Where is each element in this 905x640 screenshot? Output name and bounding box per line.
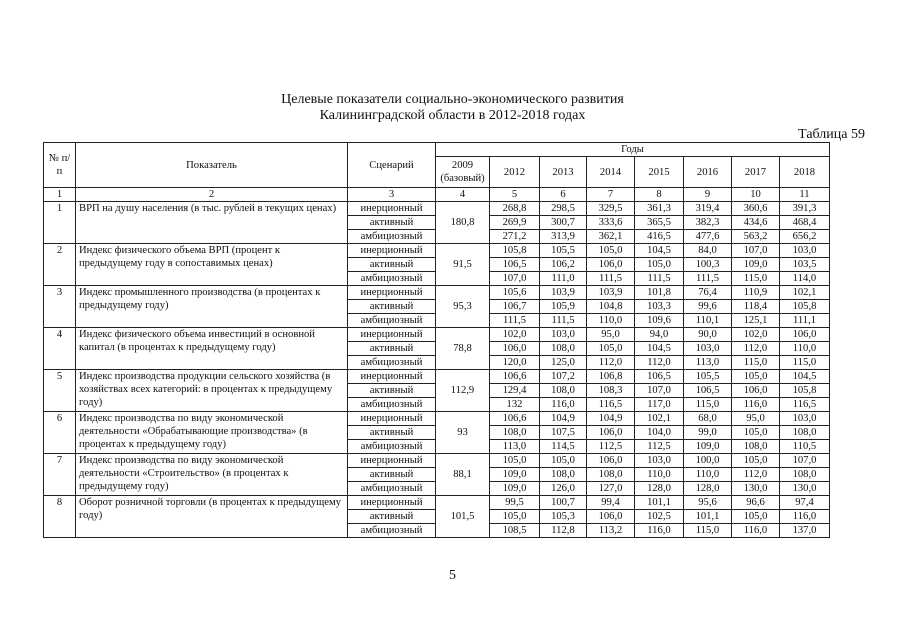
year-value: 109,0	[490, 468, 540, 482]
year-value: 112,0	[732, 468, 780, 482]
year-value: 106,0	[587, 454, 635, 468]
scenario-name: инерционный	[348, 328, 436, 342]
year-value: 104,0	[635, 426, 684, 440]
year-value: 113,0	[490, 440, 540, 454]
page-number: 5	[449, 568, 456, 583]
column-number: 3	[348, 188, 436, 202]
indicator-name: Индекс физического объема ВРП (процент к предыдущему году в сопоставимых ценах)	[76, 244, 348, 286]
year-value: 106,0	[780, 328, 830, 342]
year-value: 116,0	[780, 510, 830, 524]
year-value: 106,0	[587, 426, 635, 440]
year-value: 300,7	[540, 216, 587, 230]
table-row	[44, 496, 830, 510]
year-value: 115,0	[684, 524, 732, 538]
row-number: 5	[44, 370, 76, 412]
indicator-name: Индекс производства по виду экономической деятельности «Строительство» (в процентах к предыдущему году)	[76, 454, 348, 496]
year-value: 105,0	[732, 370, 780, 384]
year-value: 108,0	[540, 468, 587, 482]
scenario-name: инерционный	[348, 496, 436, 510]
year-value: 116,0	[732, 398, 780, 412]
year-value: 103,9	[587, 286, 635, 300]
year-value: 116,0	[732, 524, 780, 538]
year-value: 127,0	[587, 482, 635, 496]
year-value: 104,8	[587, 300, 635, 314]
year-value: 129,4	[490, 384, 540, 398]
scenario-name: инерционный	[348, 244, 436, 258]
header-year: 2014	[587, 157, 635, 188]
year-value: 108,0	[780, 468, 830, 482]
indicator-name: ВРП на душу населения (в тыс. рублей в текущих ценах)	[76, 202, 348, 244]
year-value: 106,2	[540, 258, 587, 272]
year-value: 120,0	[490, 356, 540, 370]
year-value: 112,5	[587, 440, 635, 454]
year-value: 108,0	[732, 440, 780, 454]
year-value: 104,9	[540, 412, 587, 426]
year-value: 125,0	[540, 356, 587, 370]
column-number: 7	[587, 188, 635, 202]
year-value: 105,8	[780, 384, 830, 398]
year-value: 102,0	[490, 328, 540, 342]
scenario-name: амбициозный	[348, 230, 436, 244]
year-value: 313,9	[540, 230, 587, 244]
year-value: 107,0	[732, 244, 780, 258]
indicator-name: Индекс производства продукции сельского хозяйства (в хозяйствах всех категорий: в процентах к предыдущему году)	[76, 370, 348, 412]
table-row	[44, 328, 830, 342]
title-line-2: Калининградской области в 2012-2018 годах	[319, 108, 586, 123]
column-number: 1	[44, 188, 76, 202]
year-value: 108,0	[490, 426, 540, 440]
year-value: 104,9	[587, 412, 635, 426]
year-value: 108,0	[587, 468, 635, 482]
year-value: 118,4	[732, 300, 780, 314]
year-value: 101,8	[635, 286, 684, 300]
row-number: 4	[44, 328, 76, 370]
scenario-name: активный	[348, 384, 436, 398]
year-value: 105,8	[780, 300, 830, 314]
year-value: 103,3	[635, 300, 684, 314]
year-value: 95,0	[587, 328, 635, 342]
year-value: 101,1	[635, 496, 684, 510]
year-value: 97,4	[780, 496, 830, 510]
year-value: 416,5	[635, 230, 684, 244]
scenario-name: амбициозный	[348, 440, 436, 454]
scenario-name: активный	[348, 216, 436, 230]
year-value: 107,0	[635, 384, 684, 398]
year-value: 105,6	[490, 286, 540, 300]
year-value: 105,3	[540, 510, 587, 524]
scenario-name: инерционный	[348, 370, 436, 384]
year-value: 111,5	[540, 314, 587, 328]
year-value: 112,8	[540, 524, 587, 538]
row-number: 8	[44, 496, 76, 538]
year-value: 102,0	[732, 328, 780, 342]
year-value: 108,0	[540, 342, 587, 356]
year-value: 271,2	[490, 230, 540, 244]
scenario-name: амбициозный	[348, 356, 436, 370]
row-number: 7	[44, 454, 76, 496]
year-value: 110,9	[732, 286, 780, 300]
year-value: 108,3	[587, 384, 635, 398]
indicator-name: Оборот розничной торговли (в процентах к предыдущему году)	[76, 496, 348, 538]
year-value: 103,0	[684, 342, 732, 356]
header-year: 2017	[732, 157, 780, 188]
year-value: 117,0	[635, 398, 684, 412]
year-value: 113,2	[587, 524, 635, 538]
year-value: 95,0	[732, 412, 780, 426]
year-value: 563,2	[732, 230, 780, 244]
scenario-name: активный	[348, 426, 436, 440]
year-value: 115,0	[732, 356, 780, 370]
year-value: 105,0	[587, 244, 635, 258]
header-year: 2012	[490, 157, 540, 188]
year-value: 103,9	[540, 286, 587, 300]
scenario-name: инерционный	[348, 286, 436, 300]
year-value: 107,2	[540, 370, 587, 384]
year-value: 103,5	[780, 258, 830, 272]
year-value: 110,0	[684, 468, 732, 482]
header-row-1	[44, 143, 830, 157]
table-label: Таблица 59	[798, 127, 865, 142]
base-year-value: 91,5	[436, 244, 490, 286]
year-value: 391,3	[780, 202, 830, 216]
year-value: 103,0	[635, 454, 684, 468]
year-value: 105,0	[732, 426, 780, 440]
column-number: 4	[436, 188, 490, 202]
year-value: 116,5	[780, 398, 830, 412]
year-value: 108,5	[490, 524, 540, 538]
scenario-name: амбициозный	[348, 398, 436, 412]
header-year: 2018	[780, 157, 830, 188]
year-value: 112,0	[587, 356, 635, 370]
scenario-name: амбициозный	[348, 272, 436, 286]
year-value: 68,0	[684, 412, 732, 426]
year-value: 105,0	[490, 510, 540, 524]
column-number: 8	[635, 188, 684, 202]
year-value: 269,9	[490, 216, 540, 230]
year-value: 105,0	[587, 342, 635, 356]
year-value: 99,0	[684, 426, 732, 440]
year-value: 106,5	[684, 384, 732, 398]
year-value: 112,0	[732, 342, 780, 356]
year-value: 333,6	[587, 216, 635, 230]
year-value: 110,1	[684, 314, 732, 328]
year-value: 100,3	[684, 258, 732, 272]
scenario-name: активный	[348, 342, 436, 356]
scenario-name: активный	[348, 510, 436, 524]
year-value: 109,0	[684, 440, 732, 454]
year-value: 108,0	[780, 426, 830, 440]
year-value: 106,5	[490, 258, 540, 272]
year-value: 106,0	[732, 384, 780, 398]
row-number: 6	[44, 412, 76, 454]
year-value: 111,1	[780, 314, 830, 328]
table-row	[44, 454, 830, 468]
year-value: 110,5	[780, 440, 830, 454]
base-year-value: 78,8	[436, 328, 490, 370]
year-value: 106,0	[587, 510, 635, 524]
year-value: 90,0	[684, 328, 732, 342]
year-value: 99,6	[684, 300, 732, 314]
year-value: 106,7	[490, 300, 540, 314]
column-number-row	[44, 188, 830, 202]
scenario-name: активный	[348, 468, 436, 482]
year-value: 137,0	[780, 524, 830, 538]
year-value: 105,0	[490, 454, 540, 468]
header-scenario: Сценарий	[348, 143, 436, 188]
year-value: 382,3	[684, 216, 732, 230]
header-base-year: 2009 (базовый)	[436, 157, 490, 188]
year-value: 116,5	[587, 398, 635, 412]
scenario-name: активный	[348, 300, 436, 314]
year-value: 365,5	[635, 216, 684, 230]
year-value: 101,1	[684, 510, 732, 524]
year-value: 105,0	[732, 510, 780, 524]
year-value: 102,1	[635, 412, 684, 426]
table-row	[44, 370, 830, 384]
header-years-group: Годы	[436, 143, 830, 157]
year-value: 100,0	[684, 454, 732, 468]
year-value: 107,0	[780, 454, 830, 468]
year-value: 94,0	[635, 328, 684, 342]
year-value: 99,5	[490, 496, 540, 510]
year-value: 477,6	[684, 230, 732, 244]
year-value: 105,5	[540, 244, 587, 258]
year-value: 115,0	[780, 356, 830, 370]
year-value: 298,5	[540, 202, 587, 216]
header-year: 2016	[684, 157, 732, 188]
year-value: 111,5	[490, 314, 540, 328]
column-number: 5	[490, 188, 540, 202]
year-value: 102,5	[635, 510, 684, 524]
title-line-1: Целевые показатели социально-экономического развития	[281, 92, 624, 107]
year-value: 434,6	[732, 216, 780, 230]
header-year: 2015	[635, 157, 684, 188]
year-value: 116,0	[635, 524, 684, 538]
scenario-name: инерционный	[348, 412, 436, 426]
base-year-value: 93	[436, 412, 490, 454]
year-value: 125,1	[732, 314, 780, 328]
column-number: 11	[780, 188, 830, 202]
base-year-value: 180,8	[436, 202, 490, 244]
table-row	[44, 412, 830, 426]
year-value: 360,6	[732, 202, 780, 216]
year-value: 468,4	[780, 216, 830, 230]
year-value: 319,4	[684, 202, 732, 216]
scenario-name: амбициозный	[348, 482, 436, 496]
year-value: 103,0	[780, 244, 830, 258]
year-value: 114,0	[780, 272, 830, 286]
scenario-name: амбициозный	[348, 314, 436, 328]
table-body	[44, 143, 830, 538]
year-value: 104,5	[635, 244, 684, 258]
year-value: 656,2	[780, 230, 830, 244]
scenario-name: инерционный	[348, 454, 436, 468]
year-value: 104,5	[780, 370, 830, 384]
row-number: 1	[44, 202, 76, 244]
year-value: 105,0	[732, 454, 780, 468]
year-value: 109,0	[490, 482, 540, 496]
base-year-value: 88,1	[436, 454, 490, 496]
column-number: 10	[732, 188, 780, 202]
year-value: 130,0	[780, 482, 830, 496]
year-value: 103,0	[780, 412, 830, 426]
year-value: 96,6	[732, 496, 780, 510]
year-value: 115,0	[684, 398, 732, 412]
year-value: 111,0	[540, 272, 587, 286]
column-number: 6	[540, 188, 587, 202]
year-value: 106,6	[490, 412, 540, 426]
year-value: 76,4	[684, 286, 732, 300]
year-value: 111,5	[635, 272, 684, 286]
year-value: 107,0	[490, 272, 540, 286]
year-value: 111,5	[684, 272, 732, 286]
year-value: 106,8	[587, 370, 635, 384]
year-value: 105,9	[540, 300, 587, 314]
scenario-name: амбициозный	[348, 524, 436, 538]
year-value: 108,0	[540, 384, 587, 398]
year-value: 116,0	[540, 398, 587, 412]
indicator-name: Индекс производства по виду экономической деятельности «Обрабатывающие производства» (в процентах к предыдущему году)	[76, 412, 348, 454]
year-value: 112,0	[635, 356, 684, 370]
header-year: 2013	[540, 157, 587, 188]
year-value: 113,0	[684, 356, 732, 370]
year-value: 104,5	[635, 342, 684, 356]
year-value: 111,5	[587, 272, 635, 286]
year-value: 128,0	[684, 482, 732, 496]
year-value: 132	[490, 398, 540, 412]
year-value: 106,0	[587, 258, 635, 272]
year-value: 115,0	[732, 272, 780, 286]
year-value: 84,0	[684, 244, 732, 258]
year-value: 109,0	[732, 258, 780, 272]
table-row	[44, 286, 830, 300]
indicator-name: Индекс физического объема инвестиций в основной капитал (в процентах к предыдущему году)	[76, 328, 348, 370]
table-row	[44, 244, 830, 258]
indicator-name: Индекс промышленного производства (в процентах к предыдущему году)	[76, 286, 348, 328]
base-year-value: 112,9	[436, 370, 490, 412]
row-number: 2	[44, 244, 76, 286]
year-value: 106,0	[490, 342, 540, 356]
base-year-value: 101,5	[436, 496, 490, 538]
year-value: 106,6	[490, 370, 540, 384]
year-value: 112,5	[635, 440, 684, 454]
year-value: 329,5	[587, 202, 635, 216]
year-value: 126,0	[540, 482, 587, 496]
header-num: № п/п	[44, 143, 76, 188]
year-value: 100,7	[540, 496, 587, 510]
year-value: 361,3	[635, 202, 684, 216]
year-value: 114,5	[540, 440, 587, 454]
year-value: 110,0	[780, 342, 830, 356]
year-value: 268,8	[490, 202, 540, 216]
header-indicator: Показатель	[76, 143, 348, 188]
scenario-name: инерционный	[348, 202, 436, 216]
year-value: 105,8	[490, 244, 540, 258]
year-value: 105,5	[684, 370, 732, 384]
row-number: 3	[44, 286, 76, 328]
year-value: 106,5	[635, 370, 684, 384]
column-number: 2	[76, 188, 348, 202]
table-row	[44, 202, 830, 216]
year-value: 105,0	[635, 258, 684, 272]
document-title	[0, 92, 905, 124]
year-value: 99,4	[587, 496, 635, 510]
base-year-value: 95,3	[436, 286, 490, 328]
year-value: 110,0	[587, 314, 635, 328]
year-value: 109,6	[635, 314, 684, 328]
year-value: 110,0	[635, 468, 684, 482]
column-number: 9	[684, 188, 732, 202]
indicators-table	[43, 142, 830, 538]
year-value: 102,1	[780, 286, 830, 300]
year-value: 128,0	[635, 482, 684, 496]
year-value: 103,0	[540, 328, 587, 342]
year-value: 362,1	[587, 230, 635, 244]
year-value: 105,0	[540, 454, 587, 468]
year-value: 107,5	[540, 426, 587, 440]
year-value: 130,0	[732, 482, 780, 496]
scenario-name: активный	[348, 258, 436, 272]
year-value: 95,6	[684, 496, 732, 510]
